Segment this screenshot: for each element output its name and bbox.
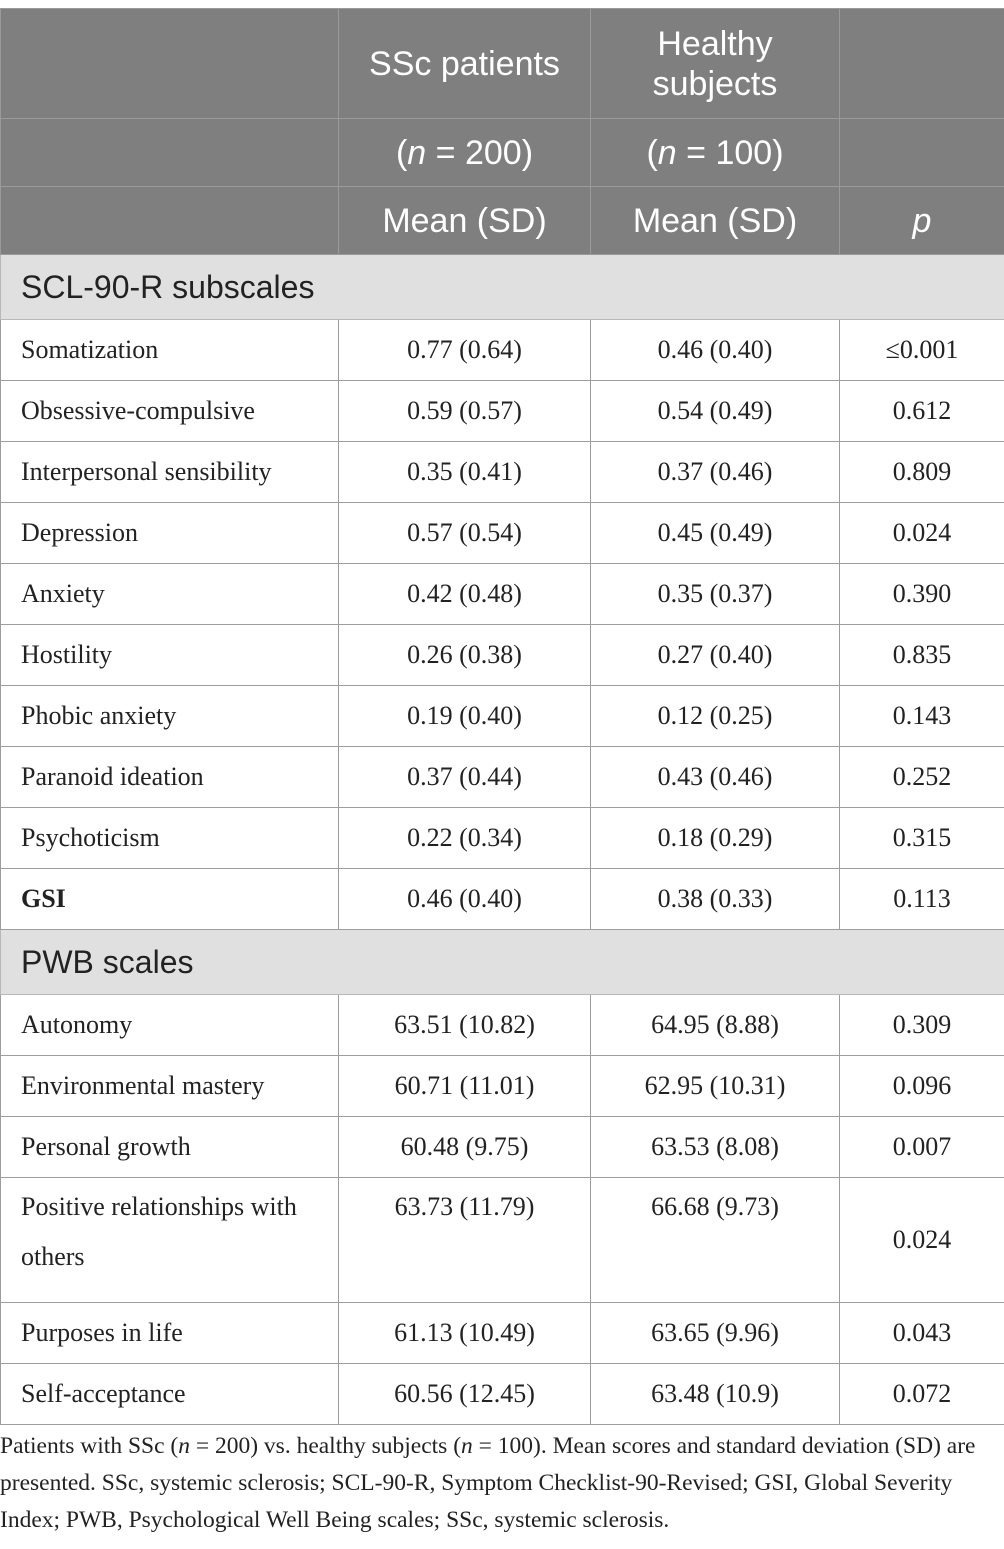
table-row — [1, 564, 1004, 625]
row-label: Purposes in life — [1, 1303, 339, 1364]
table-row — [1, 1303, 1004, 1364]
p-value: 0.612 — [840, 381, 1004, 442]
open-paren: ( — [395, 133, 408, 172]
ssc-value: 0.42 (0.48) — [339, 564, 591, 625]
row-label: Paranoid ideation — [1, 747, 339, 808]
table-row — [1, 808, 1004, 869]
p-value: 0.113 — [840, 869, 1004, 930]
header-ssc-group: SSc patients — [339, 9, 591, 119]
row-label: Positive relationships with others — [1, 1178, 339, 1303]
row-label: Hostility — [1, 625, 339, 686]
header-ssc-stat: Mean (SD) — [339, 187, 591, 255]
n-value: = 100) — [676, 133, 784, 172]
header-ssc-n — [339, 119, 591, 187]
ssc-value: 0.77 (0.64) — [339, 320, 591, 381]
p-value: 0.024 — [840, 1178, 1004, 1303]
healthy-value: 0.37 (0.46) — [591, 442, 840, 503]
table-row — [1, 995, 1004, 1056]
footnote-part1: Patients with SSc ( — [0, 1433, 179, 1459]
ssc-value: 0.22 (0.34) — [339, 808, 591, 869]
p-value: 0.315 — [840, 808, 1004, 869]
section-row — [1, 930, 1004, 995]
ssc-value: 63.51 (10.82) — [339, 995, 591, 1056]
section-title: PWB scales — [1, 930, 1004, 995]
ssc-value: 60.48 (9.75) — [339, 1117, 591, 1178]
ssc-value: 0.26 (0.38) — [339, 625, 591, 686]
header-row-stats — [1, 187, 1004, 255]
table-row — [1, 442, 1004, 503]
header-row-n — [1, 119, 1004, 187]
row-label: Personal growth — [1, 1117, 339, 1178]
header-healthy-n — [591, 119, 840, 187]
table-row — [1, 1364, 1004, 1425]
ssc-value: 0.57 (0.54) — [339, 503, 591, 564]
table-row — [1, 381, 1004, 442]
row-label: Environmental mastery — [1, 1056, 339, 1117]
footnote-n-variable: n — [461, 1433, 473, 1459]
healthy-value: 0.54 (0.49) — [591, 381, 840, 442]
n-variable: n — [657, 133, 677, 172]
open-paren: ( — [646, 133, 658, 172]
header-row-groups — [1, 9, 1004, 119]
p-value: 0.007 — [840, 1117, 1004, 1178]
n-variable: n — [407, 133, 427, 172]
table-footnote — [0, 1428, 1004, 1539]
p-value: 0.024 — [840, 503, 1004, 564]
healthy-value: 0.45 (0.49) — [591, 503, 840, 564]
footnote-part2: = 200) vs. healthy subjects ( — [189, 1433, 462, 1459]
ssc-value: 0.37 (0.44) — [339, 747, 591, 808]
healthy-value: 63.48 (10.9) — [591, 1364, 840, 1425]
healthy-value: 66.68 (9.73) — [591, 1178, 840, 1303]
table-row — [1, 1117, 1004, 1178]
healthy-value: 63.65 (9.96) — [591, 1303, 840, 1364]
row-label: Psychoticism — [1, 808, 339, 869]
row-label: Anxiety — [1, 564, 339, 625]
row-label: Interpersonal sensibility — [1, 442, 339, 503]
row-label: Depression — [1, 503, 339, 564]
p-value: ≤0.001 — [840, 320, 1004, 381]
table-row — [1, 503, 1004, 564]
table-row — [1, 747, 1004, 808]
n-value: = 200) — [426, 133, 534, 172]
ssc-value: 60.56 (12.45) — [339, 1364, 591, 1425]
header-p-value — [840, 187, 1004, 255]
healthy-value: 0.43 (0.46) — [591, 747, 840, 808]
p-value: 0.835 — [840, 625, 1004, 686]
p-value: 0.143 — [840, 686, 1004, 747]
healthy-value: 0.35 (0.37) — [591, 564, 840, 625]
table-row — [1, 1056, 1004, 1117]
p-value: 0.309 — [840, 995, 1004, 1056]
healthy-value: 0.46 (0.40) — [591, 320, 840, 381]
footnote-part3: = 100). Mean scores and standard deviation (SD) are presented. SSc, systemic sclerosis; SCL-90-R, Symptom Checklist-90-Revised; GSI, Global Severity Index; PWB, Psychological Well Being scales; SSc, systemic sclerosis. — [0, 1433, 976, 1533]
table-row — [1, 869, 1004, 930]
section-row — [1, 255, 1004, 320]
row-label: Somatization — [1, 320, 339, 381]
p-value: 0.096 — [840, 1056, 1004, 1117]
footnote-n-variable: n — [178, 1433, 190, 1459]
healthy-value: 0.27 (0.40) — [591, 625, 840, 686]
header-healthy-stat: Mean (SD) — [591, 187, 840, 255]
header-empty-cell — [840, 119, 1004, 187]
ssc-value: 63.73 (11.79) — [339, 1178, 591, 1303]
p-value: 0.043 — [840, 1303, 1004, 1364]
row-label: Phobic anxiety — [1, 686, 339, 747]
table-row — [1, 1178, 1004, 1303]
ssc-value: 61.13 (10.49) — [339, 1303, 591, 1364]
row-label: Self-acceptance — [1, 1364, 339, 1425]
table-row — [1, 320, 1004, 381]
ssc-value: 60.71 (11.01) — [339, 1056, 591, 1117]
p-value: 0.072 — [840, 1364, 1004, 1425]
row-label: GSI — [1, 869, 339, 930]
ssc-value: 0.35 (0.41) — [339, 442, 591, 503]
table-row — [1, 686, 1004, 747]
header-empty-cell — [1, 119, 339, 187]
ssc-value: 0.46 (0.40) — [339, 869, 591, 930]
header-healthy-group: Healthy subjects — [591, 9, 840, 119]
header-empty-cell — [1, 187, 339, 255]
p-value: 0.809 — [840, 442, 1004, 503]
ssc-value: 0.19 (0.40) — [339, 686, 591, 747]
healthy-value: 63.53 (8.08) — [591, 1117, 840, 1178]
row-label: Obsessive-compulsive — [1, 381, 339, 442]
ssc-value: 0.59 (0.57) — [339, 381, 591, 442]
healthy-value: 0.12 (0.25) — [591, 686, 840, 747]
healthy-value: 0.18 (0.29) — [591, 808, 840, 869]
healthy-value: 64.95 (8.88) — [591, 995, 840, 1056]
p-value: 0.252 — [840, 747, 1004, 808]
header-empty-cell — [840, 9, 1004, 119]
healthy-value: 0.38 (0.33) — [591, 869, 840, 930]
results-table — [0, 8, 1004, 1425]
row-label: Autonomy — [1, 995, 339, 1056]
table-row — [1, 625, 1004, 686]
p-value: 0.390 — [840, 564, 1004, 625]
header-empty-cell — [1, 9, 339, 119]
healthy-value: 62.95 (10.31) — [591, 1056, 840, 1117]
section-title: SCL-90-R subscales — [1, 255, 1004, 320]
p-label: p — [912, 201, 932, 240]
table-body — [1, 255, 1004, 1425]
